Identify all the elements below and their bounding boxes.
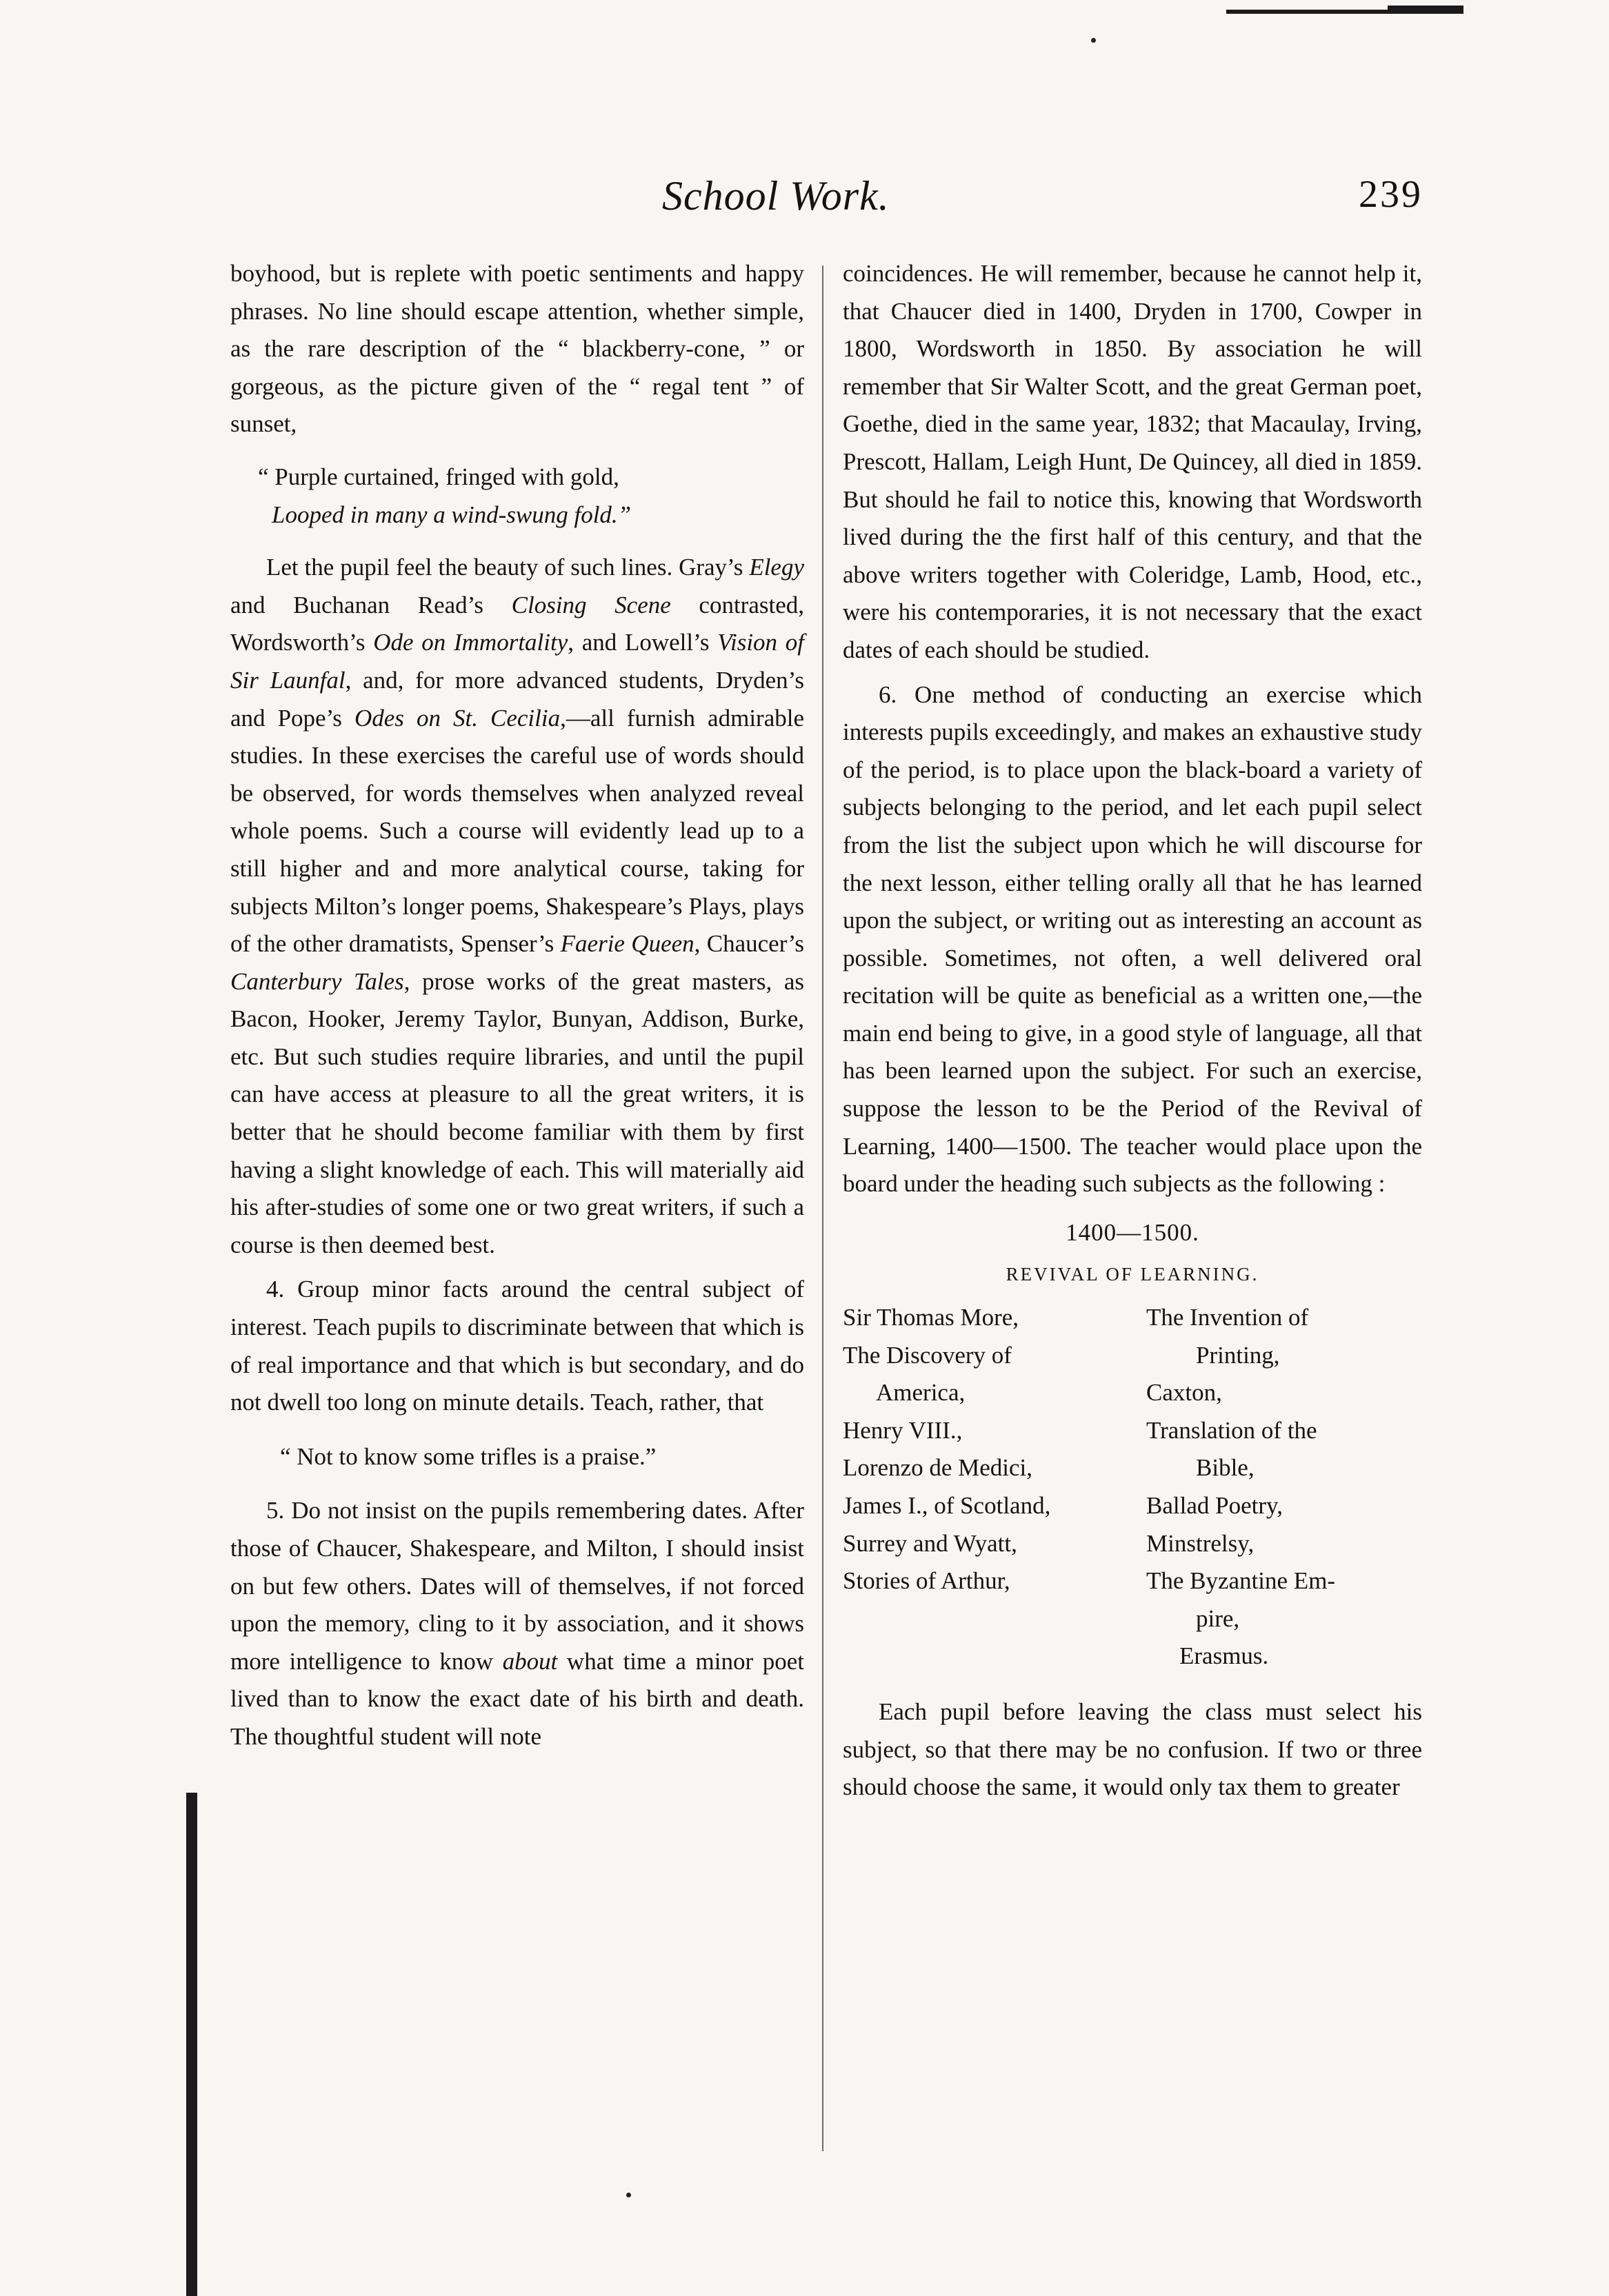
text-run: contrasted, Wordsworth’s (230, 591, 805, 656)
print-speck (1091, 38, 1096, 43)
verse-line: Looped in many a wind-swung fold.” (272, 501, 632, 528)
work-title: Elegy (749, 554, 804, 581)
text-run: and Buchanan Read’s (230, 591, 512, 618)
subject-list (843, 1299, 1422, 1675)
list-item: pire, (1196, 1604, 1240, 1632)
left-edge-bar (186, 1793, 197, 2296)
period-heading: 1400—1500. (1066, 1218, 1199, 1246)
list-item: The Discovery of (843, 1341, 1012, 1369)
page-number: 239 (1359, 173, 1423, 216)
subject-list-column (1146, 1299, 1422, 1675)
text-run: , and, for more advanced students, Dryden’s and Pope’s (230, 666, 804, 732)
work-title: Vision of Sir Launfal (230, 629, 804, 694)
list-item: Erasmus. (1179, 1642, 1269, 1670)
verse-quote (258, 459, 804, 534)
list-item: America, (876, 1379, 966, 1407)
list-item: Surrey and Wyatt, (843, 1529, 1017, 1557)
column-divider (822, 265, 823, 2151)
print-speck (626, 2193, 631, 2197)
work-title: Closing Scene (511, 591, 671, 618)
page-running-title: School Work. (662, 173, 890, 219)
paragraph (230, 1492, 804, 1755)
paragraph: 4. Group minor facts around the central subject of interest. Teach pupils to discriminate between that which is of real importance and that which is but secondary, and do not dwell too long on minute details. Teach, rather, that (230, 1276, 804, 1416)
list-item: Lorenzo de Medici, (843, 1454, 1033, 1482)
verse-quote: “ Not to know some trifles is a praise.” (280, 1442, 657, 1470)
work-title: Canterbury Tales (230, 967, 404, 995)
emphasis: about (502, 1647, 558, 1675)
subject-list-column (843, 1299, 1146, 1675)
list-item: Sir Thomas More, (843, 1304, 1019, 1331)
list-item: Henry VIII., (843, 1416, 963, 1444)
text-run: what time a minor poet lived than to know the exact date of his birth and death. The thoughtful student will note (230, 1647, 804, 1750)
right-column (843, 255, 1422, 1806)
list-item: Caxton, (1146, 1379, 1222, 1407)
left-column (230, 255, 804, 1756)
top-edge-rule-thick (1388, 6, 1463, 14)
running-head (0, 172, 1609, 228)
work-title: Odes on St. Cecilia (354, 704, 561, 732)
paragraph: 6. One method of conducting an exercise which interests pupils exceedingly, and makes an exhaustive study of the period, is to place upon the black-board a variety of subjects belonging to the period, and let each pupil select from the list the subject upon which he will discourse for the next lesson, either telling orally all that he has learned upon the subject, or writing out as interesting an account as possible. Sometimes, not often, a well delivered oral recitation will be quite as beneficial as a written one,—the main end being to give, in a good style of language, all that has been learned upon the subject. For such an exercise, suppose the lesson to be the Period of the Revival of Learning, 1400—1500. The teacher would place upon the board under the heading such subjects as the following : (843, 681, 1422, 1198)
text-run: 5. Do not insist on the pupils remembering dates. After those of Chaucer, Shakespeare, and Milton, I should insist on but few others. Dates will of themselves, if not forced upon the memory, cling to it by association, and it shows more intelligence to know (230, 1497, 804, 1675)
text-run: , and Lowell’s (568, 629, 718, 656)
list-item: Minstrelsy, (1146, 1529, 1255, 1557)
list-item: Stories of Arthur, (843, 1567, 1010, 1595)
list-item: James I., of Scotland, (843, 1492, 1051, 1519)
section-heading: REVIVAL OF LEARNING. (1006, 1264, 1259, 1285)
paragraph: coincidences. He will remember, because he cannot help it, that Chaucer died in 1400, Dryden in 1700, Cowper in 1800, Wordsworth in 1850. By association he will remember that Sir Walter Scott, and the great German poet, Goethe, died in the same year, 1832; that Macaulay, Irving, Prescott, Hallam, Leigh Hunt, De Quincey, all died in 1859. But should he fail to notice this, knowing that Wordsworth lived during the the first half of this century, and that the above writers together with Coleridge, Lamb, Hood, etc., were his contemporaries, it is not necessary that the exact dates of each should be studied. (843, 260, 1422, 663)
text-run: ,—all furnish admirable studies. In these exercises the careful use of words should be observed, for words themselves when analyzed reveal whole poems. Such a course will evidently lead up to a still higher and and more analytical course, taking for subjects Milton’s longer poems, Shakespeare’s Plays, plays of the other dramatists, Spenser’s (230, 704, 804, 958)
work-title: Faerie Queen (560, 930, 694, 958)
text-run: , Chaucer’s (694, 930, 805, 958)
verse-line: “ Purple curtained, fringed with gold, (258, 463, 619, 490)
list-item: The Invention of (1146, 1304, 1309, 1331)
list-item: Ballad Poetry, (1146, 1492, 1283, 1519)
paragraph (230, 549, 804, 1264)
list-item: The Byzantine Em- (1146, 1567, 1336, 1595)
paragraph: boyhood, but is replete with poetic sentiments and happy phrases. No line should escape attention, whether simple, as the rare description of the “ blackberry-cone, ” or gorgeous, as the picture given of the “ regal tent ” of sunset, (230, 260, 804, 438)
list-item: Translation of the (1146, 1416, 1317, 1444)
text-run: Let the pupil feel the beauty of such lines. Gray’s (266, 554, 750, 581)
list-item: Printing, (1196, 1341, 1280, 1369)
paragraph: Each pupil before leaving the class must select his subject, so that there may be no confusion. If two or three should choose the same, it would only tax them to greater (843, 1698, 1422, 1801)
work-title: Ode on Immortality (373, 629, 568, 656)
text-run: , prose works of the great masters, as Bacon, Hooker, Jeremy Taylor, Bunyan, Addison, Burke, etc. But such studies require libraries, and until the pupil can have access at pleasure to all the great writers, it is better that he should become familiar with them by first having a slight knowledge of each. This will materially aid his after-studies of some one or two great writers, if such a course is then deemed best. (230, 967, 805, 1258)
list-item: Bible, (1196, 1454, 1255, 1482)
